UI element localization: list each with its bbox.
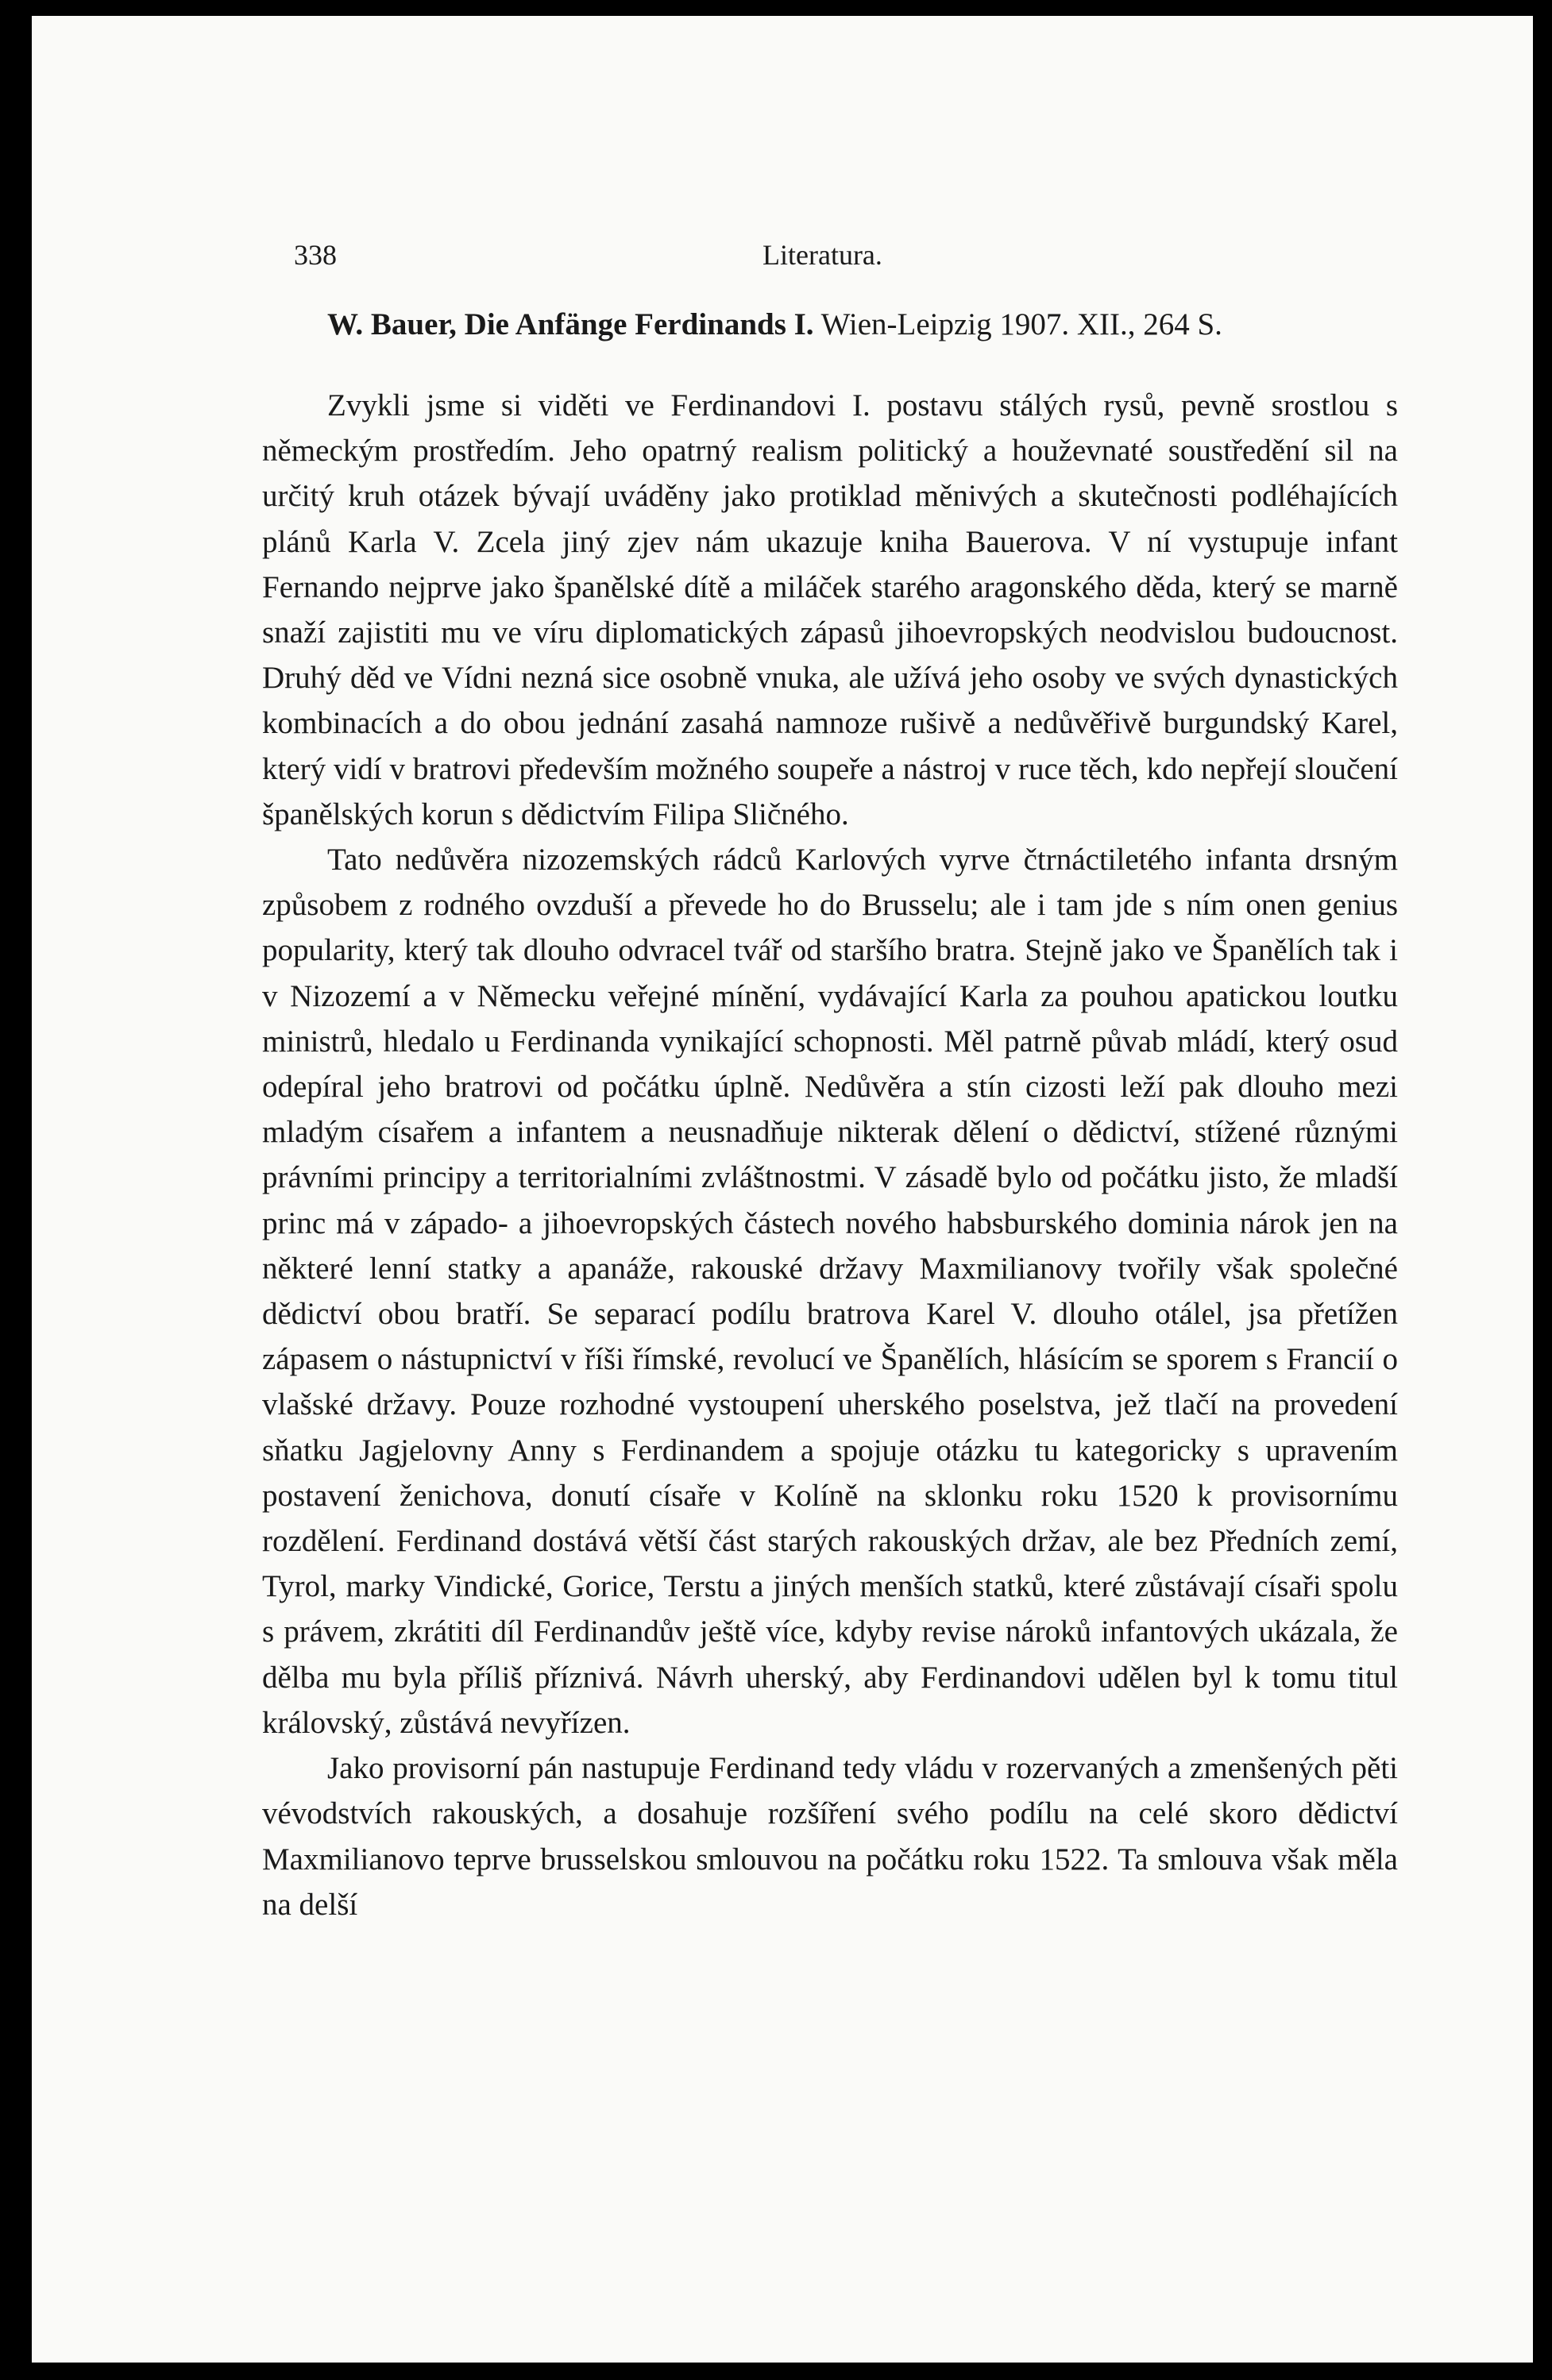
page-header <box>294 238 1430 278</box>
paragraph-1: Zvykli jsme si viděti ve Ferdinandovi I. postavu stálých rysů, pevně srostlou s německým prostředím. Jeho opatrný realism politický a houževnaté soustředění sil na určitý kruh otázek bývají uváděny jako protiklad měnivých a skutečnosti podléhajících plánů Karla V. Zcela jiný zjev nám ukazuje kniha Bauerova. V ní vystupuje infant Fernando nejprve jako španělské dítě a miláček starého aragonského děda, který se marně snaží zajistiti mu ve víru diplomatických zápasů jihoevropských neodvislou budoucnost. Druhý děd ve Vídni nezná sice osobně vnuka, ale užívá jeho osoby ve svých dynastických kombinacích a do obou jednání zasahá namnoze rušivě a nedůvěřivě burgundský Karel, který vidí v bratrovi především možného soupeře a nástroj v ruce těch, kdo nepřejí sloučení španělských korun s dědictvím Filipa Sličného. <box>262 388 1398 831</box>
page-number: 338 <box>294 239 337 271</box>
running-title: Literatura. <box>762 239 882 271</box>
paragraph-2: Tato nedůvěra nizozemských rádců Karlových vyrve čtrnáctiletého infanta drsným způsobem z rodného ovzduší a převede ho do Brusselu; ale i tam jde s ním onen genius popularity, který tak dlouho odvracel tvář od staršího bratra. Stejně jako ve Španělích tak i v Nizozemí a v Německu veřejné mínění, vydávající Karla za pouhou apatickou loutku ministrů, hledalo u Ferdinanda vynikající schopnosti. Měl patrně půvab mládí, který osud odepíral jeho bratrovi od počátku úplně. Nedůvěra a stín cizosti leží pak dlouho mezi mladým císařem a infantem a neusnadňuje nikterak dělení o dědictví, stížené různými právními principy a territorialními zvláštnostmi. V zásadě bylo od počátku jisto, že mladší princ má v západo- a jihoevropských částech nového habsburského dominia nárok jen na některé lenní statky a apanáže, rakouské državy Maxmilianovy tvořily však společné dědictví obou bratří. Se separací podílu bratrova Karel V. dlouho otálel, jsa přetížen zápasem o nástupnictví v říši římské, revolucí ve Španělích, hlásícím se sporem s Francií o vlašské državy. Pouze rozhodné vystoupení uherského poselstva, jež tlačí na provedení sňatku Jagjelovny Anny s Ferdinandem a spojuje otázku tu kategoricky s upravením postavení ženichova, donutí císaře v Kolíně na sklonku roku 1520 k provisornímu rozdělení. Ferdinand dostává větší část starých rakouských držav, ale bez Předních zemí, Tyrol, marky Vindické, Gorice, Terstu a jiných menších statků, které zůstávají císaři spolu s právem, zkrátiti díl Ferdinandův ještě více, kdyby revise nároků infantových ukázala, že dělba mu byla příliš příznivá. Návrh uherský, aby Ferdinandovi udělen byl k tomu titul královský, zůstává nevyřízen. <box>262 843 1398 1740</box>
review-body <box>262 383 1398 1927</box>
book-citation <box>262 302 1398 347</box>
citation-author-title: W. Bauer, Die Anfänge Ferdinands I. <box>327 307 814 341</box>
paragraph-3: Jako provisorní pán nastupuje Ferdinand tedy vládu v rozervaných a zmenšených pěti vévodstvích rakouských, a dosahuje rozšíření svého podílu na celé skoro dědictví Maxmilianovo teprve brusselskou smlouvou na počátku roku 1522. Ta smlouva však měla na delší <box>262 1751 1398 1922</box>
citation-details: Wien-Leipzig 1907. XII., 264 S. <box>820 307 1222 341</box>
